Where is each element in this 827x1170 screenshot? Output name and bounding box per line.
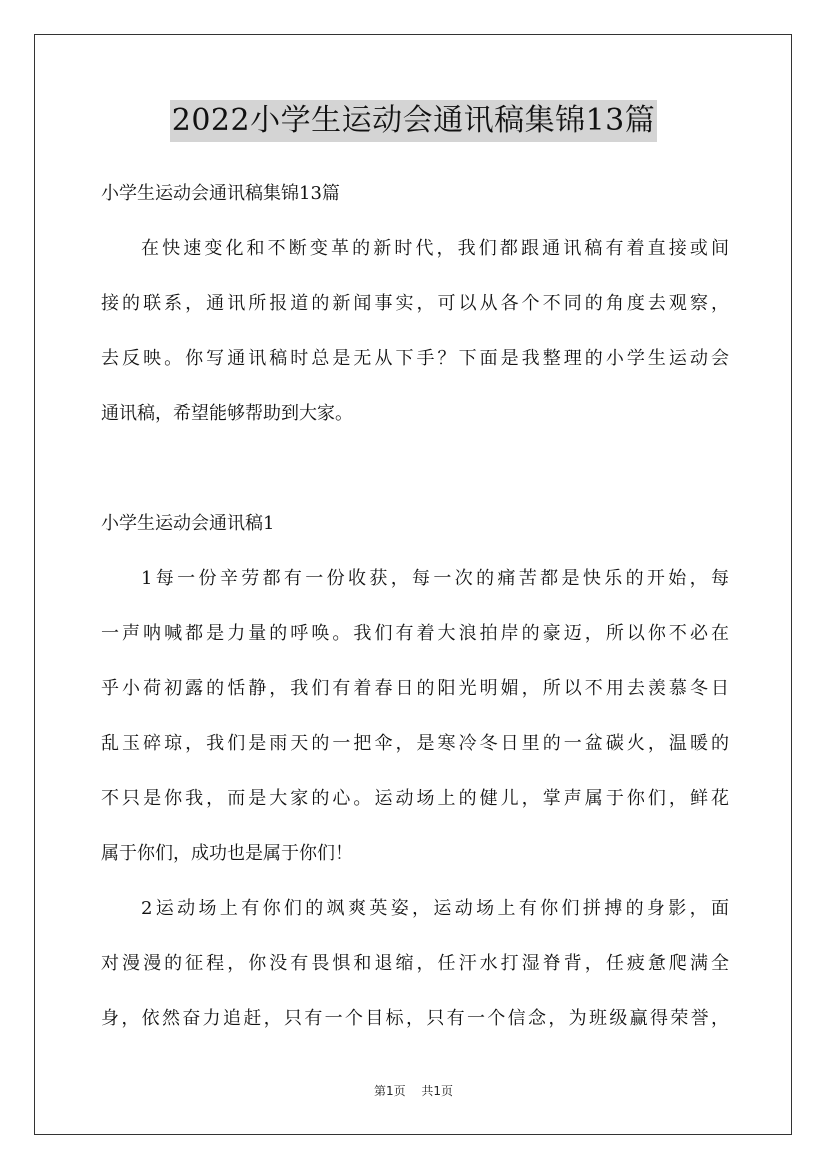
title-container: [0, 100, 827, 142]
document-body: [101, 172, 729, 1052]
paragraph-1-line: 不只是你我，而是大家的心。运动场上的健儿，掌声属于你们，鲜花: [101, 788, 729, 809]
page-footer: [0, 1082, 827, 1099]
section-heading: 小学生运动会通讯稿1: [101, 513, 275, 534]
paragraph-2-line: 身，依然奋力追赶，只有一个目标，只有一个信念，为班级赢得荣誉，: [101, 1008, 729, 1029]
intro-line: 去反映。你写通讯稿时总是无从下手？下面是我整理的小学生运动会: [101, 348, 729, 369]
intro-line: 通讯稿，希望能够帮助到大家。: [101, 403, 353, 424]
paragraph-1-line: 1每一份辛劳都有一份收获，每一次的痛苦都是快乐的开始，每: [141, 568, 729, 589]
page-total: 共1页: [421, 1084, 454, 1098]
document-title: 2022小学生运动会通讯稿集锦13篇: [170, 100, 658, 142]
page-number: 第1页: [373, 1084, 406, 1098]
intro-line: 接的联系，通讯所报道的新闻事实，可以从各个不同的角度去观察，: [101, 293, 729, 314]
intro-line: 在快速变化和不断变革的新时代，我们都跟通讯稿有着直接或间: [141, 238, 729, 259]
paragraph-1-line: 乎小荷初露的恬静，我们有着春日的阳光明媚，所以不用去羡慕冬日: [101, 678, 729, 699]
paragraph-2-line: 2运动场上有你们的飒爽英姿，运动场上有你们拼搏的身影，面: [141, 898, 729, 919]
paragraph-gap: [101, 447, 729, 502]
paragraph-1-line: 一声呐喊都是力量的呼唤。我们有着大浪拍岸的豪迈，所以你不必在: [101, 623, 729, 644]
subtitle: 小学生运动会通讯稿集锦13篇: [101, 183, 340, 204]
paragraph-2-line: 对漫漫的征程，你没有畏惧和退缩，任汗水打湿脊背，任疲惫爬满全: [101, 953, 729, 974]
paragraph-1-line: 乱玉碎琼，我们是雨天的一把伞，是寒冷冬日里的一盆碳火，温暖的: [101, 733, 729, 754]
paragraph-1-line: 属于你们，成功也是属于你们！: [101, 843, 353, 864]
